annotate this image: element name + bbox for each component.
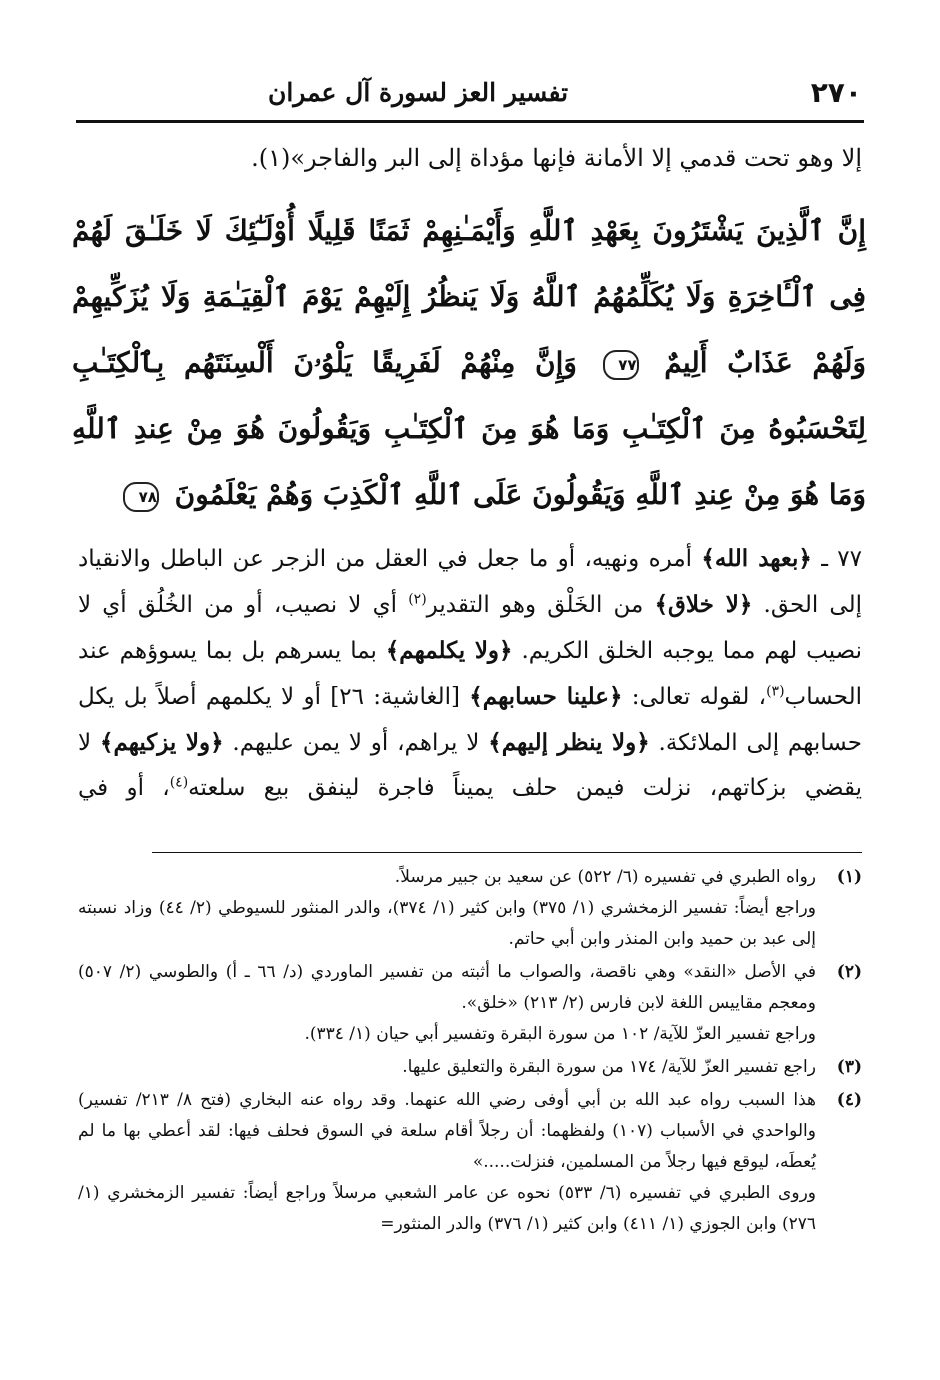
term-wa-la-yanzur-ilayhim: ﴿ولا ينظر إليهم﴾ bbox=[488, 729, 650, 756]
commentary-text: [الغاشية: ٢٦] أو لا يكلمهم أصلاً بل يكل حسابهم إلى الملائكة. bbox=[78, 684, 862, 756]
footnote-ref-3[interactable]: (٣) bbox=[766, 683, 785, 700]
footnote-line: رواه الطبري في تفسيره (٦/ ٥٢٢) عن سعيد بن جبير مرسلاً. bbox=[394, 867, 816, 887]
ayah-77-marker: ٧٧ bbox=[603, 350, 639, 380]
commentary-paragraph bbox=[78, 536, 862, 811]
quran-verses bbox=[72, 198, 866, 528]
commentary-text: لا يقضي بزكاتهم، نزلت فيمن حلف يميناً فاجرة لينفق بيع سلعته bbox=[78, 730, 862, 801]
footnote-body bbox=[78, 862, 816, 955]
verse-78-text: وَإِنَّ مِنْهُمْ لَفَرِيقًا يَلْوُۥنَ أَلْسِنَتَهُم بِٱلْكِتَـٰبِ لِتَحْسَبُوهُ مِنَ ٱلْكِتَـٰبِ وَمَا هُوَ مِنَ ٱلْكِتَـٰبِ وَيَقُولُونَ هُوَ مِنْ عِندِ ٱللَّهِ وَمَا هُوَ مِنْ عِندِ ٱللَّهِ وَيَقُولُونَ عَلَى ٱللَّهِ ٱلْكَذِبَ وَهُمْ يَعْلَمُونَ bbox=[72, 346, 866, 511]
footnote-body bbox=[78, 1085, 816, 1240]
page-number: ٢٧٠ bbox=[810, 75, 862, 109]
term-bi-ahd-allah: ﴿بعهد الله﴾ bbox=[701, 545, 812, 572]
commentary-text: لا يراهم، أو لا يمن عليهم. bbox=[223, 730, 489, 756]
term-alayna-hisabahum: ﴿علينا حسابهم﴾ bbox=[469, 683, 623, 710]
commentary-verse-number: ٧٧ ـ bbox=[811, 546, 862, 572]
term-wa-la-yuzakkihim: ﴿ولا يزكيهم﴾ bbox=[99, 729, 224, 756]
running-title: تفسير العز لسورة آل عمران bbox=[268, 77, 569, 107]
footnote-line: في الأصل «النقد» وهي ناقصة، والصواب ما أثبته من تفسير الماوردي (د/ ٦٦ ـ أ) والطوسي (٢/ ٥٠٧) ومعجم مقاييس اللغة لابن فارس (٢/ ٢١٣) «خلق». bbox=[78, 962, 816, 1013]
commentary-text: من الخَلْق وهو التقدير bbox=[426, 592, 655, 618]
term-la-khalaq: ﴿لا خلاق﴾ bbox=[654, 591, 753, 618]
footnote-rule bbox=[152, 852, 862, 853]
footnote-number: (٣) bbox=[836, 1057, 862, 1077]
footnote-line: وراجع أيضاً: تفسير الزمخشري (١/ ٣٧٥) وابن كثير (١/ ٣٧٤)، والدر المنثور للسيوطي (٢/ ٤٤) وزاد نسبته إلى عبد بن حميد وابن المنذر وابن أبي حاتم. bbox=[78, 898, 816, 949]
commentary-text: أمره ونهيه، أو ما جعل في العقل من الزجر عن الباطل والانقياد إلى الحق. bbox=[78, 546, 862, 618]
footnote-number: (١) bbox=[836, 867, 862, 887]
footnote-number: (٢) bbox=[836, 962, 862, 982]
footnote-number: (٤) bbox=[836, 1090, 862, 1110]
footnote-3 bbox=[78, 1052, 862, 1083]
footnote-ref-4[interactable]: (٤) bbox=[169, 774, 189, 791]
term-wa-la-yukallimuhum: ﴿ولا يكلمهم﴾ bbox=[385, 637, 513, 664]
footnote-body bbox=[78, 957, 816, 1050]
footnote-2 bbox=[78, 957, 862, 1050]
running-header bbox=[78, 70, 862, 114]
footnote-line: هذا السبب رواه عبد الله بن أبي أوفى رضي الله عنهما. وقد رواه عنه البخاري (فتح ٨/ ٢١٣/ تفسير) والواحدي في الأسباب (١٠٧) ولفظهما: أن رجلاً أقام سلعة في السوق فحلف فيها: لقد أعطي بها ما لم يُعطَه، ليوقع فيها رجلاً من المسلمين، فنزلت.....» bbox=[78, 1090, 816, 1172]
commentary-text: بما يسرهم بل بما يسوؤهم عند الحساب bbox=[78, 638, 862, 710]
ayah-78-marker: ٧٨ bbox=[123, 482, 159, 512]
footnote-line: راجع تفسير العزّ للآية/ ١٧٤ من سورة البقرة والتعليق عليها. bbox=[402, 1057, 816, 1077]
intro-line: إلا وهو تحت قدمي إلا الأمانة فإنها مؤداة إلى البر والفاجر»(١). bbox=[251, 144, 862, 172]
footnote-4 bbox=[78, 1085, 862, 1240]
commentary-text: ، لقوله تعالى: bbox=[622, 684, 767, 710]
footnote-body bbox=[78, 1052, 816, 1083]
footnotes-section bbox=[78, 862, 862, 1242]
commentary-text: ، أو في bbox=[78, 775, 170, 801]
verse-77-text: إِنَّ ٱلَّذِينَ يَشْتَرُونَ بِعَهْدِ ٱللَّهِ وَأَيْمَـٰنِهِمْ ثَمَنًا قَلِيلًا أُوْلَـٰٓئِكَ لَا خَلَـٰقَ لَهُمْ فِى ٱلْـَٔاخِرَةِ وَلَا يُكَلِّمُهُمُ ٱللَّهُ وَلَا يَنظُرُ إِلَيْهِمْ يَوْمَ ٱلْقِيَـٰمَةِ وَلَا يُزَكِّيهِمْ وَلَهُمْ عَذَابٌ أَلِيمٌ bbox=[72, 214, 867, 379]
footnote-line: وروى الطبري في تفسيره (٦/ ٥٣٣) نحوه عن عامر الشعبي مرسلاً وراجع أيضاً: تفسير الزمخشري (١/ ٢٧٦) وابن الجوزي (١/ ٤١١) وابن كثير (١/ ٣٧٦) والدر المنثور= bbox=[78, 1183, 816, 1234]
footnote-ref-2[interactable]: (٢) bbox=[408, 591, 427, 608]
footnote-line: وراجع تفسير العزّ للآية/ ١٠٢ من سورة البقرة وتفسير أبي حيان (١/ ٣٣٤). bbox=[304, 1024, 816, 1044]
commentary-text: أي لا نصيب، أو من الخُلُق أي لا نصيب لهم مما يوجبه الخلق الكريم. bbox=[78, 592, 863, 664]
footnote-1 bbox=[78, 862, 862, 955]
header-rule bbox=[76, 120, 864, 123]
